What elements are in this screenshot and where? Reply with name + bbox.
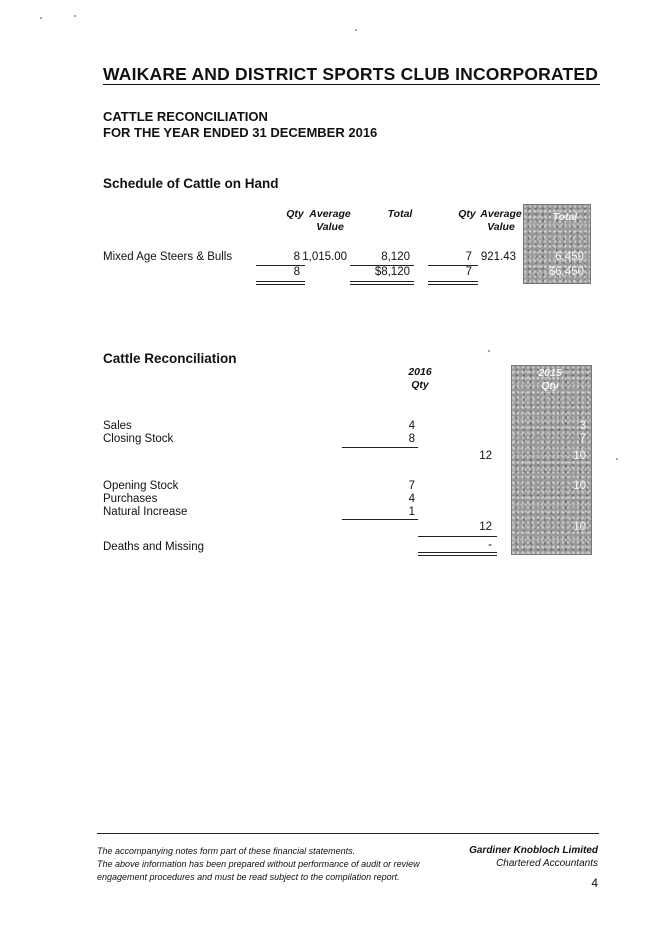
scan-speck bbox=[616, 458, 618, 460]
scan-speck bbox=[488, 350, 490, 352]
row-total-prior: 6,450 bbox=[555, 251, 584, 263]
title-underline bbox=[103, 84, 600, 85]
label-closing-stock: Closing Stock bbox=[103, 433, 174, 445]
deaths-double-underline bbox=[418, 552, 497, 556]
total-qty-prior: 7 bbox=[465, 266, 472, 278]
col-header-qty-prior: Qty bbox=[458, 208, 476, 220]
scan-speck bbox=[40, 17, 42, 19]
value-deaths-missing: - bbox=[488, 539, 492, 551]
reconciliation-heading: Cattle Reconciliation bbox=[103, 351, 237, 366]
report-period: FOR THE YEAR ENDED 31 DECEMBER 2016 bbox=[103, 125, 378, 140]
qty-double-underline bbox=[256, 281, 305, 285]
footer-note-2: The above information has been prepared without performance of audit or review bbox=[97, 859, 420, 869]
footer-note-1: The accompanying notes form part of these financial statements. bbox=[97, 846, 356, 856]
label-purchases: Purchases bbox=[103, 493, 158, 505]
col-header-2016: 2016 Qty bbox=[408, 366, 432, 391]
row-qty: 8 bbox=[293, 251, 300, 263]
row-total: 8,120 bbox=[381, 251, 410, 263]
report-title: CATTLE RECONCILIATION bbox=[103, 109, 268, 124]
col-header-qty: Qty bbox=[286, 208, 304, 220]
scan-speck bbox=[355, 29, 357, 31]
row-qty-prior: 7 bbox=[465, 251, 472, 263]
qty-prior-double-underline bbox=[428, 281, 478, 285]
col-header-average-prior: Average Value bbox=[480, 208, 522, 233]
value-sales-prior: 3 bbox=[579, 420, 586, 432]
total-double-underline bbox=[350, 281, 414, 285]
label-sales: Sales bbox=[103, 420, 132, 432]
page-number: 4 bbox=[591, 876, 598, 890]
label-opening-stock: Opening Stock bbox=[103, 480, 179, 492]
footer-rule bbox=[97, 833, 599, 834]
label-natural-increase: Natural Increase bbox=[103, 506, 188, 518]
subtotal-1: 12 bbox=[479, 450, 492, 462]
value-sales: 4 bbox=[408, 420, 415, 432]
subtotal-2-prior: 10 bbox=[573, 521, 586, 533]
value-closing-stock-prior: 7 bbox=[579, 433, 586, 445]
org-name: WAIKARE AND DISTRICT SPORTS CLUB INCORPORATED bbox=[103, 64, 599, 84]
value-closing-stock: 8 bbox=[408, 433, 415, 445]
increase-underline bbox=[342, 519, 418, 520]
row-avg-prior: 921.43 bbox=[480, 251, 516, 263]
total-value: $8,120 bbox=[374, 266, 410, 278]
row-avg: 1,015.00 bbox=[302, 251, 347, 263]
value-opening-stock: 7 bbox=[408, 480, 415, 492]
value-natural-increase: 1 bbox=[408, 506, 415, 518]
col-header-total: Total bbox=[387, 208, 413, 220]
value-opening-stock-prior: 10 bbox=[573, 480, 586, 492]
firm-name: Gardiner Knobloch Limited bbox=[469, 845, 598, 856]
schedule-heading: Schedule of Cattle on Hand bbox=[103, 176, 279, 191]
footer-note-3: engagement procedures and must be read subject to the compilation report. bbox=[97, 872, 400, 882]
value-purchases: 4 bbox=[408, 493, 415, 505]
total-qty: 8 bbox=[293, 266, 300, 278]
closing-underline bbox=[342, 447, 418, 448]
col-header-average: Average Value bbox=[309, 208, 351, 233]
col-header-total-prior: Total bbox=[552, 211, 578, 223]
subtotal-2-underline bbox=[418, 536, 497, 537]
row-label-mixed-age: Mixed Age Steers & Bulls bbox=[103, 251, 233, 263]
subtotal-1-prior: 10 bbox=[573, 450, 586, 462]
total-value-prior: $6,450 bbox=[548, 266, 584, 278]
col-header-2015: 2015 Qty bbox=[538, 367, 562, 392]
firm-type: Chartered Accountants bbox=[496, 858, 598, 869]
scan-speck bbox=[74, 15, 76, 17]
label-deaths-missing: Deaths and Missing bbox=[103, 541, 204, 553]
subtotal-2: 12 bbox=[479, 521, 492, 533]
